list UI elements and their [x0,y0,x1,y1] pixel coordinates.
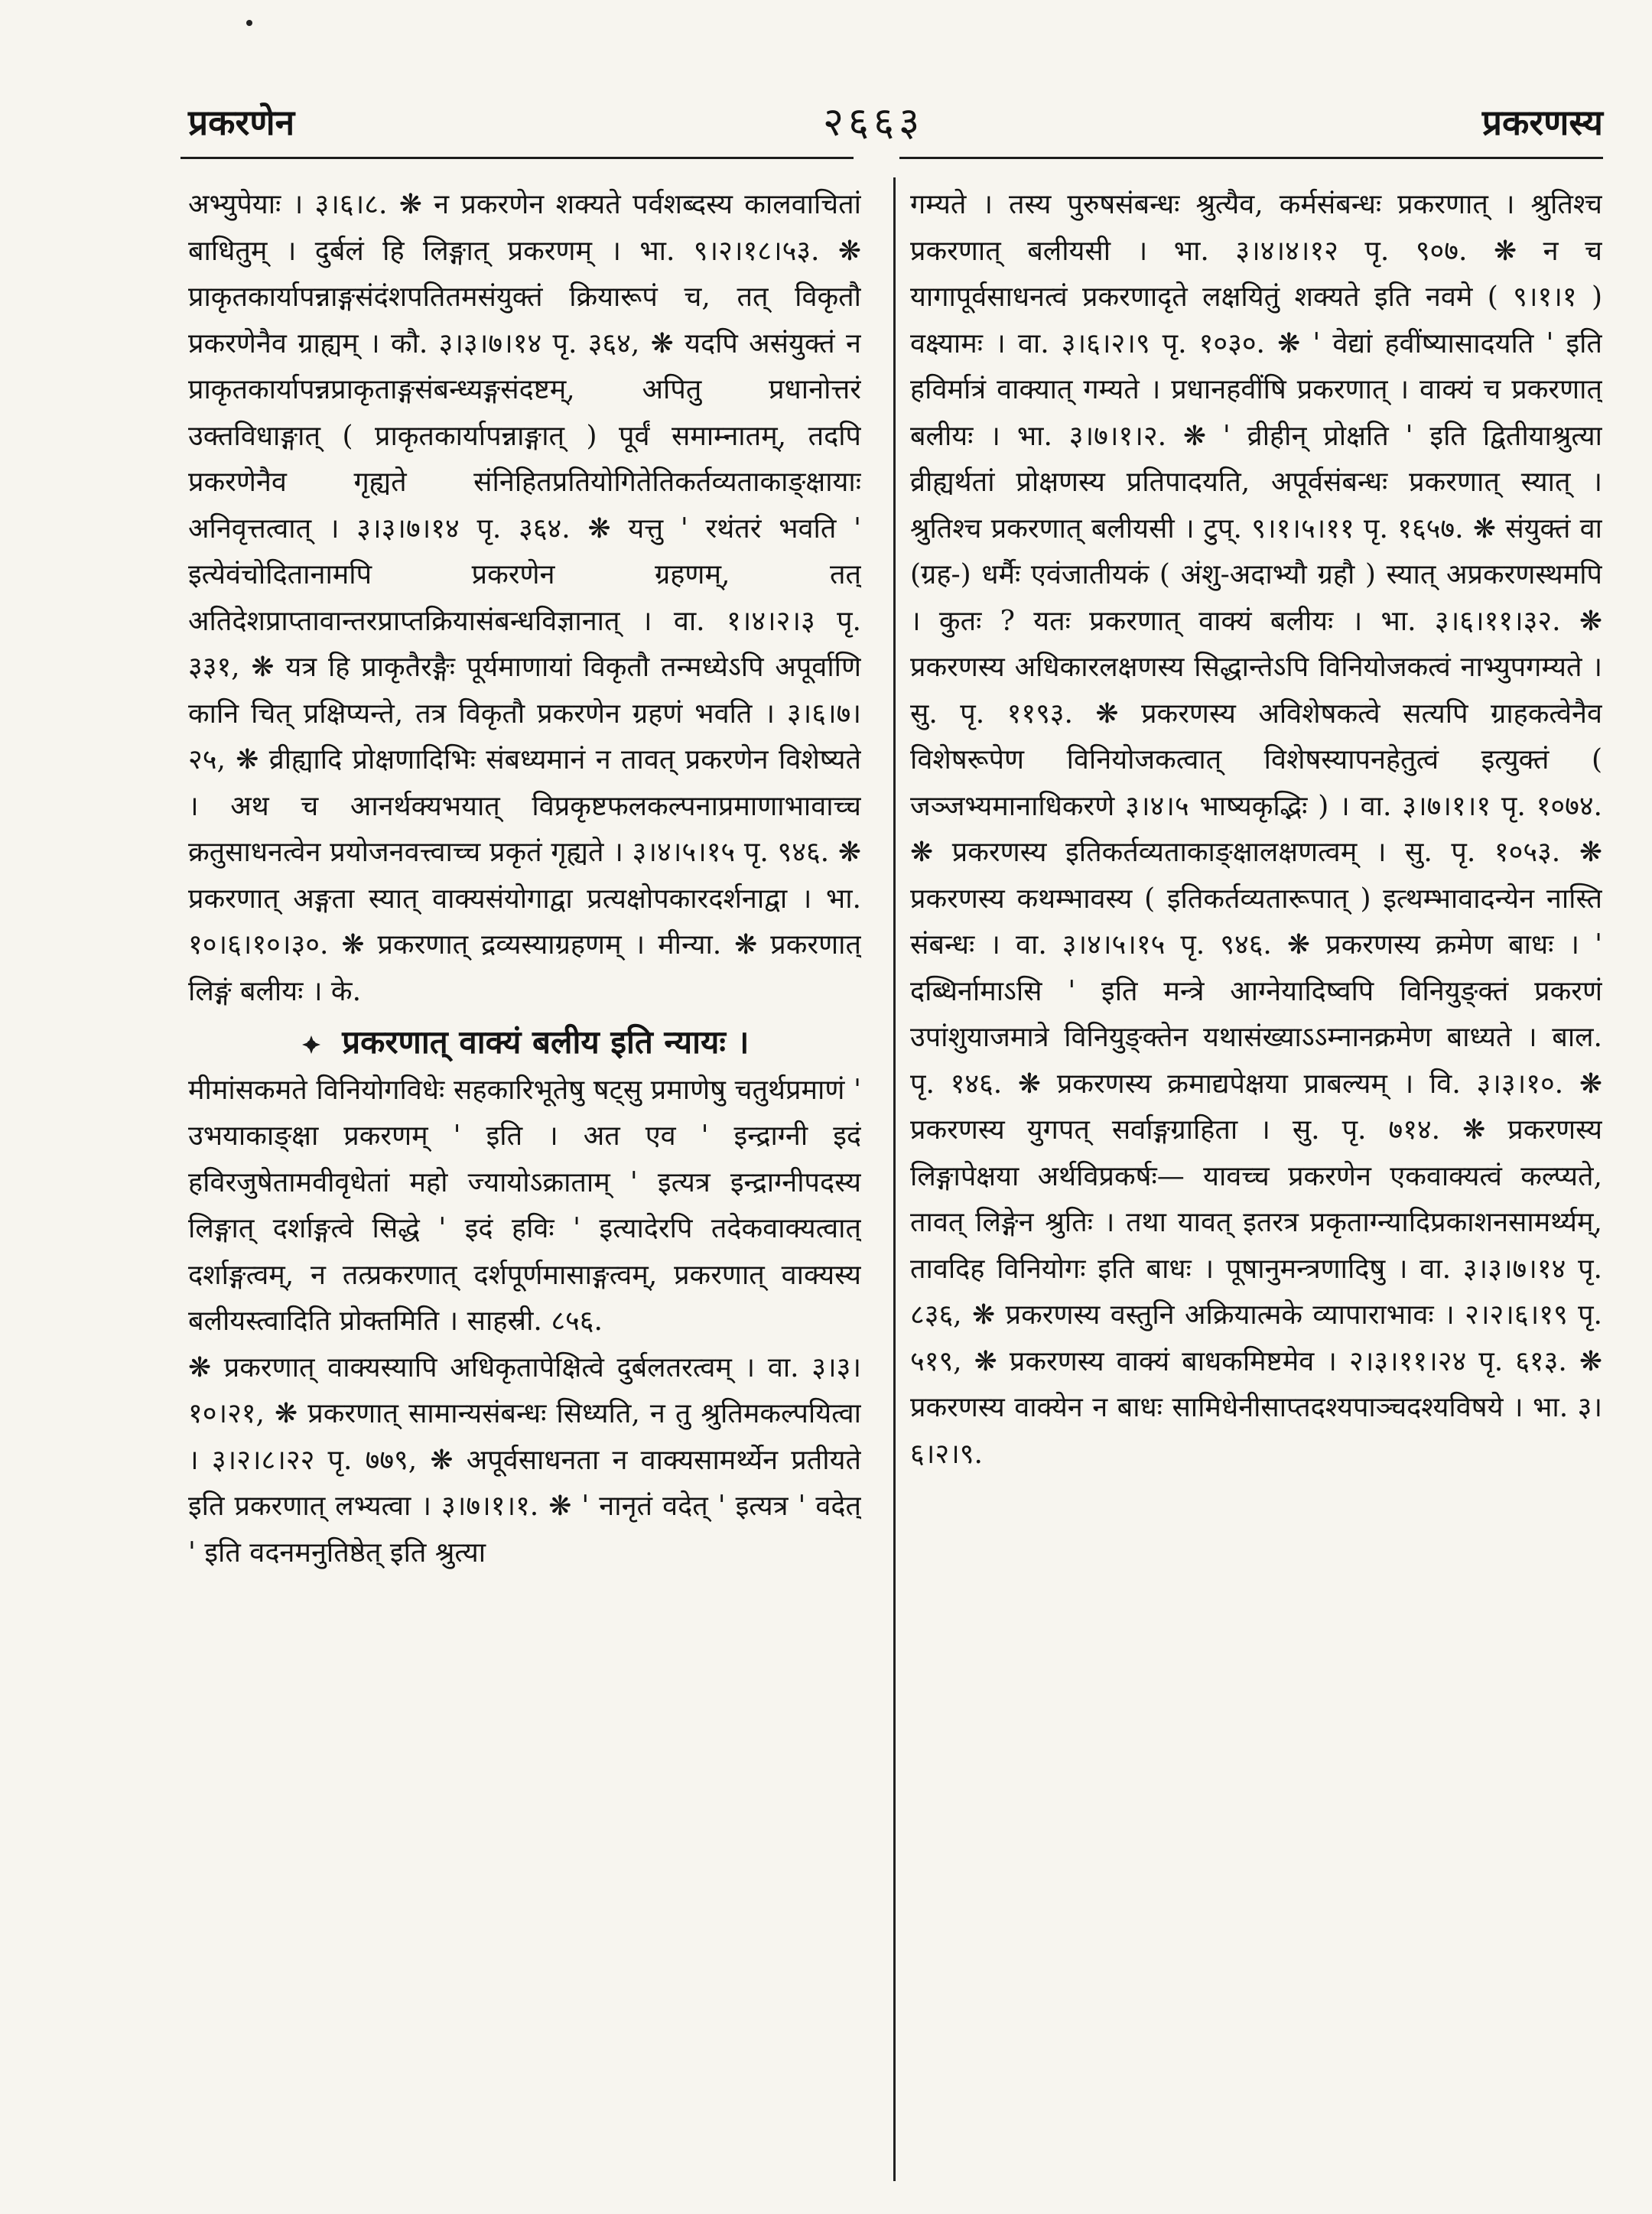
right-paragraph-1: गम्यते । तस्य पुरुषसंबन्धः श्रुत्यैव, कर्मसंबन्धः प्रकरणात् । श्रुतिश्च प्रकरणात् बलीयसी । भा. ३।४।४।१२ पृ. ९०७. ❋ न च यागापूर्वसाधनत्वं प्रकरणादृते लक्षयितुं शक्यते इति नवमे ( ९।१।१ ) वक्ष्यामः । वा. ३।६।२।९ पृ. १०३०. ❋ ' वेद्यां हवींष्यासादयति ' इति हविर्मात्रं वाक्यात् गम्यते । प्रधानहवींषि प्रकरणात् । वाक्यं च प्रकरणात् बलीयः । भा. ३।७।१।२. ❋ ' व्रीहीन् प्रोक्षति ' इति द्वितीयाश्रुत्या व्रीह्यर्थतां प्रोक्षणस्य प्रतिपादयति, अपूर्वसंबन्धः प्रकरणात् स्यात् । श्रुतिश्च प्रकरणात् बलीयसी । टुप्. ९।१।५।११ पृ. १६५७. ❋ संयुक्तं वा (ग्रह-) धर्मैः एवंजातीयकं ( अंशु-अदाभ्यौ ग्रहौ ) स्यात् अप्रकरणस्थमपि । कुतः ? यतः प्रकरणात् वाक्यं बलीयः । भा. ३।६।११।३२. ❋ प्रकरणस्य अधिकारलक्षणस्य सिद्धान्तेऽपि विनियोजकत्वं नाभ्युपगम्यते । सु. पृ. ११९३. ❋ प्रकरणस्य अविशेषकत्वे सत्यपि ग्राहकत्वेनैव विशेषरूपेण विनियोजकत्वात् विशेषस्यापनहेतुत्वं इत्युक्तं ( जञ्जभ्यमानाधिकरणे ३।४।५ भाष्यकृद्भिः ) । वा. ३।७।१।१ पृ. १०७४. ❋ प्रकरणस्य इतिकर्तव्यताकाङ्क्षालक्षणत्वम् । सु. पृ. १०५३. ❋ प्रकरणस्य कथम्भावस्य ( इतिकर्तव्यतारूपात् ) इत्थम्भावादन्येन नास्ति संबन्धः । वा. ३।४।५।१५ पृ. ९४६. ❋ प्रकरणस्य क्रमेण बाधः । ' दब्धिर्नामाऽसि ' इति मन्त्रे आग्नेयादिष्वपि विनियुङ्क्तं प्रकरणं उपांशुयाजमात्रे विनियुङ्क्तेन यथासंख्याऽऽम्नानक्रमेण बाध्यते । बाल. पृ. १४६. ❋ प्रकरणस्य क्रमाद्यपेक्षया प्राबल्यम् । वि. ३।३।१०. ❋ प्रकरणस्य युगपत् सर्वाङ्गग्राहिता । सु. पृ. ७१४. ❋ प्रकरणस्य लिङ्गापेक्षया अर्थविप्रकर्षः— यावच्च प्रकरणेन एकवाक्यत्वं कल्प्यते, तावत् लिङ्गेन श्रुतिः । तथा यावत् इतरत्र प्रकृताग्न्यादिप्रकाशनसामर्थ्यम्, तावदिह विनियोगः इति बाधः । पूषानुमन्त्रणादिषु । वा. ३।३।७।१४ पृ. ८३६, ❋ प्रकरणस्य वस्तुनि अक्रियात्मके व्यापाराभावः । २।२।६।१९ पृ. ५१९, ❋ प्रकरणस्य वाक्यं बाधकमिष्टमेव । २।३।११।२४ पृ. ६१३. ❋ प्रकरणस्य वाक्येन न बाधः सामिधेनीसाप्तदश्यपाञ्चदश्यविषये । भा. ३।६।२।९. [910,189,1602,1470]
right-column [910,182,1602,2186]
left-paragraph-2: मीमांसकमते विनियोगविधेः सहकारिभूतेषु षट्सु प्रमाणेषु चतुर्थप्रमाणं ' उभयाकाङ्क्षा प्रकरणम् ' इति । अत एव ' इन्द्राग्नी इदं हविरजुषेतामवीवृधेतां महो ज्यायोऽक्राताम् ' इत्यत्र इन्द्राग्नीपदस्य लिङ्गात् दर्शाङ्गत्वे सिद्धे ' इदं हविः ' इत्यादेरपि तदेकवाक्यत्वात् दर्शाङ्गत्वम्, न तत्प्रकरणात् दर्शपूर्णमासाङ्गत्वम्, प्रकरणात् वाक्यस्य बलीयस्त्वादिति प्रोक्तमिति । साहस्री. ८५६. [188,1074,861,1337]
page-header [180,90,1603,151]
lotus-emblem-icon [301,1034,322,1055]
left-paragraph-1: अभ्युपेयाः । ३।६।८. ❋ न प्रकरणेन शक्यते पर्वशब्दस्य कालवाचितां बाधितुम् । दुर्बलं हि लिङ्गात् प्रकरणम् । भा. ९।२।१८।५३. ❋ प्राकृतकार्यापन्नाङ्गसंदंशपतितमसंयुक्तं क्रियारूपं च, तत् विकृतौ प्रकरणेनैव ग्राह्यम् । कौ. ३।३।७।१४ पृ. ३६४, ❋ यदपि असंयुक्तं न प्राकृतकार्यापन्नप्राकृताङ्गसंबन्ध्यङ्गसंदष्टम्, अपितु प्रधानोत्तरं उक्तविधाङ्गात् ( प्राकृतकार्यापन्नाङ्गात् ) पूर्वं समाम्नातम्, तदपि प्रकरणेनैव गृह्यते संनिहितप्रतियोगितेतिकर्तव्यताकाङ्क्षायाः अनिवृत्तत्वात् । ३।३।७।१४ पृ. ३६४. ❋ यत्तु ' रथंतरं भवति ' इत्येवंचोदितानामपि प्रकरणेन ग्रहणम्, तत् अतिदेशप्राप्तावान्तरप्राप्तक्रियासंबन्धविज्ञानात् । वा. १।४।२।३ पृ. ३३१, ❋ यत्र हि प्राकृतैरङ्गैः पूर्यमाणायां विकृतौ तन्मध्येऽपि अपूर्वाणि कानि चित् प्रक्षिप्यन्ते, तत्र विकृतौ प्रकरणेन ग्रहणं भवति । ३।६।७।२५, ❋ व्रीह्यादि प्रोक्षणादिभिः संबध्यमानं न तावत् प्रकरणेन विशेष्यते । अथ च आनर्थक्यभयात् विप्रकृष्टफलकल्पनाप्रमाणाभावाच्च क्रतुसाधनत्वेन प्रयोजनवत्त्वाच्च प्रकृतं गृह्यते । ३।४।५।१५ पृ. ९४६. ❋ प्रकरणात् अङ्गता स्यात् वाक्यसंयोगाद्वा प्रत्यक्षोपकारदर्शनाद्वा । भा. १०।६।१०।३०. ❋ प्रकरणात् द्रव्यस्याग्रहणम् । मीन्या. ❋ प्रकरणात् लिङ्गं बलीयः । के. [188,189,861,1007]
column-divider [893,177,896,2181]
left-column [188,182,861,2186]
header-right-word: प्रकरणस्य [1481,102,1603,143]
page-number: २६६३ [823,99,925,145]
header-rule-left [180,157,854,159]
nyaya-heading [188,1019,861,1066]
stray-dot [246,20,252,26]
left-paragraph-3: ❋ प्रकरणात् वाक्यस्यापि अधिकृतापेक्षित्वे दुर्बलतरत्वम् । वा. ३।३।१०।२१, ❋ प्रकरणात् सामान्यसंबन्धः सिध्यति, न तु श्रुतिमकल्पयित्वा । ३।२।८।२२ पृ. ७७९, ❋ अपूर्वसाधनता न वाक्यसामर्थ्येन प्रतीयते इति प्रकरणात् लभ्यत्वा । ३।७।१।१. ❋ ' नानृतं वदेत् ' इत्यत्र ' वदेत् ' इति वदनमनुतिष्ठेत् इति श्रुत्या [188,1351,861,1569]
header-left-word: प्रकरणेन [188,102,295,143]
nyaya-heading-text: प्रकरणात् वाक्यं बलीय इति न्यायः । [342,1023,750,1061]
header-rule-right [899,157,1603,159]
